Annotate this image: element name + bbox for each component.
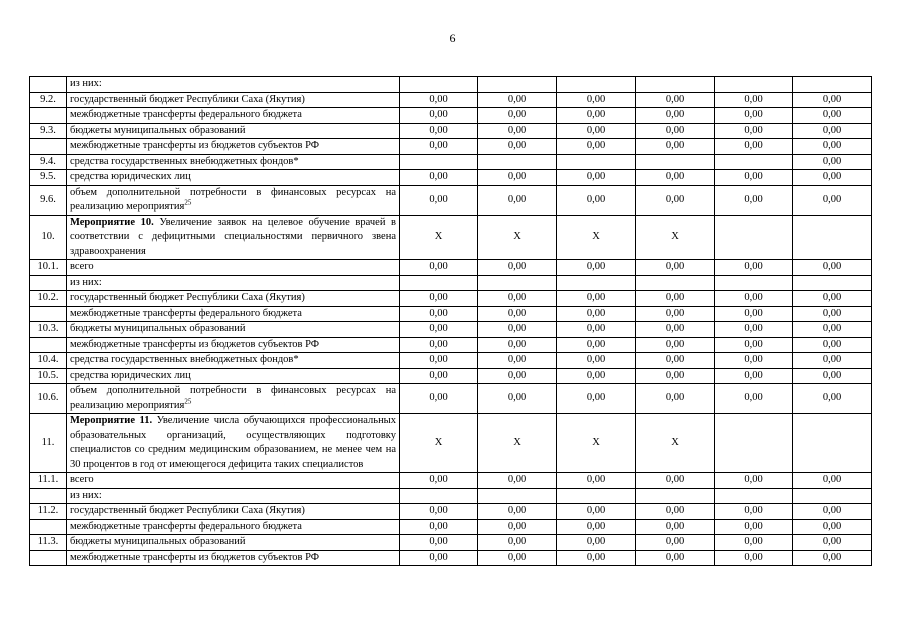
measure-label: Мероприятие 11. bbox=[70, 415, 153, 426]
row-number: 9.5. bbox=[30, 170, 67, 186]
value-cell: 0,00 bbox=[557, 306, 636, 322]
row-name-text: бюджеты муниципальных образований bbox=[70, 124, 246, 136]
table-row bbox=[30, 337, 872, 353]
value-cell: 0,00 bbox=[400, 306, 478, 322]
value-cell: 0,00 bbox=[715, 473, 793, 489]
value-cell: 0,00 bbox=[400, 260, 478, 276]
table-row bbox=[30, 123, 872, 139]
value-cell bbox=[715, 488, 793, 504]
table-row bbox=[30, 306, 872, 322]
value-cell: 0,00 bbox=[400, 535, 478, 551]
value-cell: 0,00 bbox=[478, 337, 557, 353]
footnote-ref: 25 bbox=[184, 198, 192, 207]
value-cell: 0,00 bbox=[557, 368, 636, 384]
row-number: 10.4. bbox=[30, 353, 67, 369]
value-cell: 0,00 bbox=[793, 519, 872, 535]
value-cell: 0,00 bbox=[478, 353, 557, 369]
row-name bbox=[67, 139, 400, 155]
row-number bbox=[30, 488, 67, 504]
row-number bbox=[30, 139, 67, 155]
row-name-text: Увеличение заявок на целевое обучение врачей в соответствии с дефицитными специальностями первичного звена здравоохранения bbox=[70, 216, 397, 257]
value-cell: 0,00 bbox=[478, 108, 557, 124]
value-cell: 0,00 bbox=[636, 139, 715, 155]
value-cell: 0,00 bbox=[793, 291, 872, 307]
value-cell bbox=[557, 488, 636, 504]
value-cell: 0,00 bbox=[400, 337, 478, 353]
value-cell bbox=[793, 414, 872, 473]
row-name-text: из них: bbox=[70, 78, 102, 89]
value-cell: 0,00 bbox=[715, 260, 793, 276]
value-cell: 0,00 bbox=[557, 139, 636, 155]
value-cell: 0,00 bbox=[636, 260, 715, 276]
value-cell: 0,00 bbox=[400, 92, 478, 108]
value-cell: 0,00 bbox=[715, 306, 793, 322]
value-cell: 0,00 bbox=[400, 504, 478, 520]
value-cell: 0,00 bbox=[478, 550, 557, 566]
value-cell: 0,00 bbox=[793, 139, 872, 155]
value-cell: 0,00 bbox=[636, 170, 715, 186]
table-row bbox=[30, 170, 872, 186]
value-cell: 0,00 bbox=[400, 185, 478, 215]
row-number bbox=[30, 108, 67, 124]
value-cell: 0,00 bbox=[478, 92, 557, 108]
value-cell bbox=[478, 77, 557, 93]
value-cell: 0,00 bbox=[557, 504, 636, 520]
value-cell bbox=[715, 275, 793, 291]
row-name-text: из них: bbox=[70, 489, 102, 501]
row-name bbox=[67, 353, 400, 369]
value-cell: 0,00 bbox=[793, 260, 872, 276]
value-cell: 0,00 bbox=[793, 322, 872, 338]
row-number: 10.5. bbox=[30, 368, 67, 384]
value-cell: 0,00 bbox=[793, 185, 872, 215]
table-row bbox=[30, 488, 872, 504]
table-row bbox=[30, 504, 872, 520]
value-cell: 0,00 bbox=[793, 170, 872, 186]
table-row bbox=[30, 414, 872, 473]
row-name-text: всего bbox=[70, 474, 94, 485]
table-row bbox=[30, 92, 872, 108]
value-cell: 0,00 bbox=[715, 291, 793, 307]
table-row bbox=[30, 353, 872, 369]
value-cell: 0,00 bbox=[400, 519, 478, 535]
row-name bbox=[67, 275, 400, 291]
row-name bbox=[67, 306, 400, 322]
row-name bbox=[67, 92, 400, 108]
table-row bbox=[30, 368, 872, 384]
row-number: 10.3. bbox=[30, 322, 67, 338]
value-cell bbox=[400, 154, 478, 170]
table-row bbox=[30, 77, 872, 93]
row-name bbox=[67, 185, 400, 215]
row-number bbox=[30, 519, 67, 535]
row-number: 9.4. bbox=[30, 154, 67, 170]
row-name-text: межбюджетные трансферты федерального бюджета bbox=[70, 109, 302, 120]
value-cell: 0,00 bbox=[793, 123, 872, 139]
value-cell: 0,00 bbox=[636, 306, 715, 322]
row-number bbox=[30, 275, 67, 291]
value-cell bbox=[478, 275, 557, 291]
row-name bbox=[67, 170, 400, 186]
page-number: 6 bbox=[449, 31, 456, 45]
value-cell: 0,00 bbox=[478, 519, 557, 535]
row-name bbox=[67, 384, 400, 414]
value-cell bbox=[636, 488, 715, 504]
value-cell: 0,00 bbox=[715, 170, 793, 186]
value-cell: 0,00 bbox=[557, 260, 636, 276]
value-cell bbox=[636, 154, 715, 170]
row-number: 11.3. bbox=[30, 535, 67, 551]
value-cell: 0,00 bbox=[478, 291, 557, 307]
row-name bbox=[67, 368, 400, 384]
value-cell bbox=[793, 275, 872, 291]
value-cell: 0,00 bbox=[478, 322, 557, 338]
value-cell: 0,00 bbox=[636, 550, 715, 566]
value-cell: 0,00 bbox=[715, 550, 793, 566]
row-name-text: межбюджетные трансферты из бюджетов субъектов РФ bbox=[70, 140, 320, 151]
value-cell: 0,00 bbox=[715, 139, 793, 155]
value-cell: 0,00 bbox=[636, 123, 715, 139]
row-name-text: государственный бюджет Республики Саха (Якутия) bbox=[70, 292, 305, 303]
value-cell: 0,00 bbox=[557, 291, 636, 307]
value-cell bbox=[715, 414, 793, 473]
table-row bbox=[30, 275, 872, 291]
row-name bbox=[67, 215, 400, 260]
value-cell: 0,00 bbox=[557, 550, 636, 566]
row-name bbox=[67, 108, 400, 124]
row-number: 10. bbox=[30, 215, 67, 260]
value-cell: 0,00 bbox=[715, 353, 793, 369]
row-name-text: бюджеты муниципальных образований bbox=[70, 323, 246, 334]
value-cell: 0,00 bbox=[400, 291, 478, 307]
value-cell: 0,00 bbox=[557, 384, 636, 414]
financing-table bbox=[29, 76, 872, 566]
measure-label: Мероприятие 10. bbox=[70, 216, 154, 228]
value-cell bbox=[793, 215, 872, 260]
value-cell: Х bbox=[557, 215, 636, 260]
value-cell: 0,00 bbox=[557, 519, 636, 535]
row-name bbox=[67, 77, 400, 93]
row-name-text: объем дополнительной потребности в финансовых ресурсах на реализацию мероприятия bbox=[70, 186, 396, 212]
row-name-text: межбюджетные трансферты из бюджетов субъектов РФ bbox=[70, 551, 320, 563]
value-cell: Х bbox=[636, 414, 715, 473]
value-cell: 0,00 bbox=[478, 535, 557, 551]
row-name bbox=[67, 260, 400, 276]
value-cell bbox=[557, 77, 636, 93]
row-name-text: Увеличение числа обучающихся профессиональных образовательных организаций, осуществляющих подготовку специалистов со средним медицинским образованием, не менее чем на 30 процентов в год от имеющегося дефицита таких специалистов bbox=[70, 415, 396, 470]
value-cell: 0,00 bbox=[478, 306, 557, 322]
value-cell bbox=[557, 154, 636, 170]
value-cell: Х bbox=[557, 414, 636, 473]
value-cell: 0,00 bbox=[793, 154, 872, 170]
value-cell: 0,00 bbox=[478, 139, 557, 155]
value-cell bbox=[400, 488, 478, 504]
value-cell: 0,00 bbox=[715, 108, 793, 124]
row-name-text: объем дополнительной потребности в финансовых ресурсах на реализацию мероприятия bbox=[70, 385, 396, 411]
row-number bbox=[30, 306, 67, 322]
table-row bbox=[30, 519, 872, 535]
value-cell: 0,00 bbox=[636, 504, 715, 520]
value-cell: 0,00 bbox=[478, 504, 557, 520]
value-cell: 0,00 bbox=[400, 550, 478, 566]
value-cell: 0,00 bbox=[793, 384, 872, 414]
value-cell: 0,00 bbox=[793, 92, 872, 108]
value-cell: 0,00 bbox=[400, 123, 478, 139]
value-cell bbox=[478, 154, 557, 170]
value-cell bbox=[715, 77, 793, 93]
value-cell: 0,00 bbox=[715, 322, 793, 338]
row-number: 10.6. bbox=[30, 384, 67, 414]
value-cell: 0,00 bbox=[557, 353, 636, 369]
table-row bbox=[30, 139, 872, 155]
value-cell: 0,00 bbox=[400, 322, 478, 338]
table-body bbox=[30, 77, 872, 566]
value-cell bbox=[793, 488, 872, 504]
value-cell: 0,00 bbox=[636, 322, 715, 338]
value-cell: 0,00 bbox=[478, 260, 557, 276]
row-name bbox=[67, 322, 400, 338]
value-cell: 0,00 bbox=[557, 170, 636, 186]
row-name-text: государственный бюджет Республики Саха (Якутия) bbox=[70, 93, 305, 105]
table-row bbox=[30, 108, 872, 124]
value-cell: 0,00 bbox=[715, 504, 793, 520]
value-cell: 0,00 bbox=[557, 108, 636, 124]
value-cell: 0,00 bbox=[478, 123, 557, 139]
row-name-text: средства юридических лиц bbox=[70, 171, 191, 182]
value-cell: 0,00 bbox=[715, 337, 793, 353]
footnote-ref: 25 bbox=[184, 397, 192, 405]
value-cell: 0,00 bbox=[636, 185, 715, 215]
row-name-text: средства государственных внебюджетных фондов* bbox=[70, 155, 299, 167]
table-row bbox=[30, 535, 872, 551]
value-cell: 0,00 bbox=[636, 535, 715, 551]
row-name bbox=[67, 519, 400, 535]
value-cell: 0,00 bbox=[400, 108, 478, 124]
row-name bbox=[67, 414, 400, 473]
value-cell bbox=[636, 77, 715, 93]
row-name-text: межбюджетные трансферты из бюджетов субъектов РФ bbox=[70, 338, 320, 350]
table-row bbox=[30, 185, 872, 215]
row-number: 10.1. bbox=[30, 260, 67, 276]
value-cell: 0,00 bbox=[400, 384, 478, 414]
value-cell: 0,00 bbox=[793, 504, 872, 520]
row-name bbox=[67, 473, 400, 489]
row-number: 11.1. bbox=[30, 473, 67, 489]
value-cell: 0,00 bbox=[400, 353, 478, 369]
row-name-text: из них: bbox=[70, 276, 102, 288]
value-cell: 0,00 bbox=[793, 306, 872, 322]
value-cell: 0,00 bbox=[557, 322, 636, 338]
value-cell: 0,00 bbox=[793, 535, 872, 551]
row-name-text: межбюджетные трансферты федерального бюджета bbox=[70, 307, 302, 319]
value-cell: Х bbox=[478, 414, 557, 473]
table-row bbox=[30, 384, 872, 414]
table-row bbox=[30, 215, 872, 260]
value-cell: 0,00 bbox=[400, 139, 478, 155]
value-cell: 0,00 bbox=[478, 473, 557, 489]
row-name bbox=[67, 504, 400, 520]
row-name-text: бюджеты муниципальных образований bbox=[70, 536, 246, 547]
value-cell: 0,00 bbox=[636, 368, 715, 384]
value-cell: 0,00 bbox=[793, 473, 872, 489]
value-cell: 0,00 bbox=[557, 123, 636, 139]
value-cell bbox=[636, 275, 715, 291]
value-cell: Х bbox=[478, 215, 557, 260]
row-number: 9.2. bbox=[30, 92, 67, 108]
table-row bbox=[30, 322, 872, 338]
value-cell: 0,00 bbox=[715, 535, 793, 551]
value-cell: 0,00 bbox=[715, 92, 793, 108]
value-cell: 0,00 bbox=[636, 291, 715, 307]
value-cell bbox=[557, 275, 636, 291]
row-name-text: государственный бюджет Республики Саха (Якутия) bbox=[70, 505, 305, 516]
row-name bbox=[67, 535, 400, 551]
table-row bbox=[30, 473, 872, 489]
row-number: 10.2. bbox=[30, 291, 67, 307]
value-cell: 0,00 bbox=[793, 337, 872, 353]
value-cell: 0,00 bbox=[793, 353, 872, 369]
value-cell: 0,00 bbox=[557, 535, 636, 551]
table-row bbox=[30, 291, 872, 307]
row-number bbox=[30, 77, 67, 93]
row-number bbox=[30, 550, 67, 566]
value-cell bbox=[400, 77, 478, 93]
value-cell bbox=[715, 215, 793, 260]
row-name bbox=[67, 550, 400, 566]
value-cell: 0,00 bbox=[636, 92, 715, 108]
value-cell: 0,00 bbox=[400, 368, 478, 384]
value-cell: 0,00 bbox=[793, 368, 872, 384]
value-cell: 0,00 bbox=[557, 337, 636, 353]
row-number bbox=[30, 337, 67, 353]
value-cell: 0,00 bbox=[793, 108, 872, 124]
value-cell: Х bbox=[400, 414, 478, 473]
row-name bbox=[67, 291, 400, 307]
row-name bbox=[67, 123, 400, 139]
row-name-text: межбюджетные трансферты федерального бюджета bbox=[70, 520, 302, 532]
value-cell: 0,00 bbox=[636, 384, 715, 414]
table-row bbox=[30, 550, 872, 566]
row-number: 11.2. bbox=[30, 504, 67, 520]
value-cell: 0,00 bbox=[400, 170, 478, 186]
value-cell: Х bbox=[636, 215, 715, 260]
value-cell: Х bbox=[400, 215, 478, 260]
row-name bbox=[67, 488, 400, 504]
value-cell bbox=[478, 488, 557, 504]
value-cell bbox=[400, 275, 478, 291]
value-cell: 0,00 bbox=[636, 353, 715, 369]
row-name-text: всего bbox=[70, 261, 94, 272]
row-number: 11. bbox=[30, 414, 67, 473]
value-cell: 0,00 bbox=[715, 384, 793, 414]
value-cell: 0,00 bbox=[715, 185, 793, 215]
value-cell: 0,00 bbox=[478, 170, 557, 186]
value-cell: 0,00 bbox=[715, 123, 793, 139]
value-cell: 0,00 bbox=[715, 368, 793, 384]
row-name bbox=[67, 337, 400, 353]
value-cell: 0,00 bbox=[793, 550, 872, 566]
value-cell: 0,00 bbox=[636, 519, 715, 535]
value-cell: 0,00 bbox=[478, 185, 557, 215]
row-name-text: средства юридических лиц bbox=[70, 369, 191, 381]
value-cell: 0,00 bbox=[557, 185, 636, 215]
row-name-text: средства государственных внебюджетных фондов* bbox=[70, 354, 299, 365]
table-row bbox=[30, 154, 872, 170]
value-cell bbox=[793, 77, 872, 93]
value-cell: 0,00 bbox=[715, 519, 793, 535]
table-row bbox=[30, 260, 872, 276]
row-number: 9.6. bbox=[30, 185, 67, 215]
value-cell bbox=[715, 154, 793, 170]
value-cell: 0,00 bbox=[478, 368, 557, 384]
value-cell: 0,00 bbox=[636, 473, 715, 489]
value-cell: 0,00 bbox=[478, 384, 557, 414]
row-number: 9.3. bbox=[30, 123, 67, 139]
value-cell: 0,00 bbox=[636, 108, 715, 124]
row-name bbox=[67, 154, 400, 170]
value-cell: 0,00 bbox=[557, 92, 636, 108]
value-cell: 0,00 bbox=[557, 473, 636, 489]
value-cell: 0,00 bbox=[636, 337, 715, 353]
value-cell: 0,00 bbox=[400, 473, 478, 489]
